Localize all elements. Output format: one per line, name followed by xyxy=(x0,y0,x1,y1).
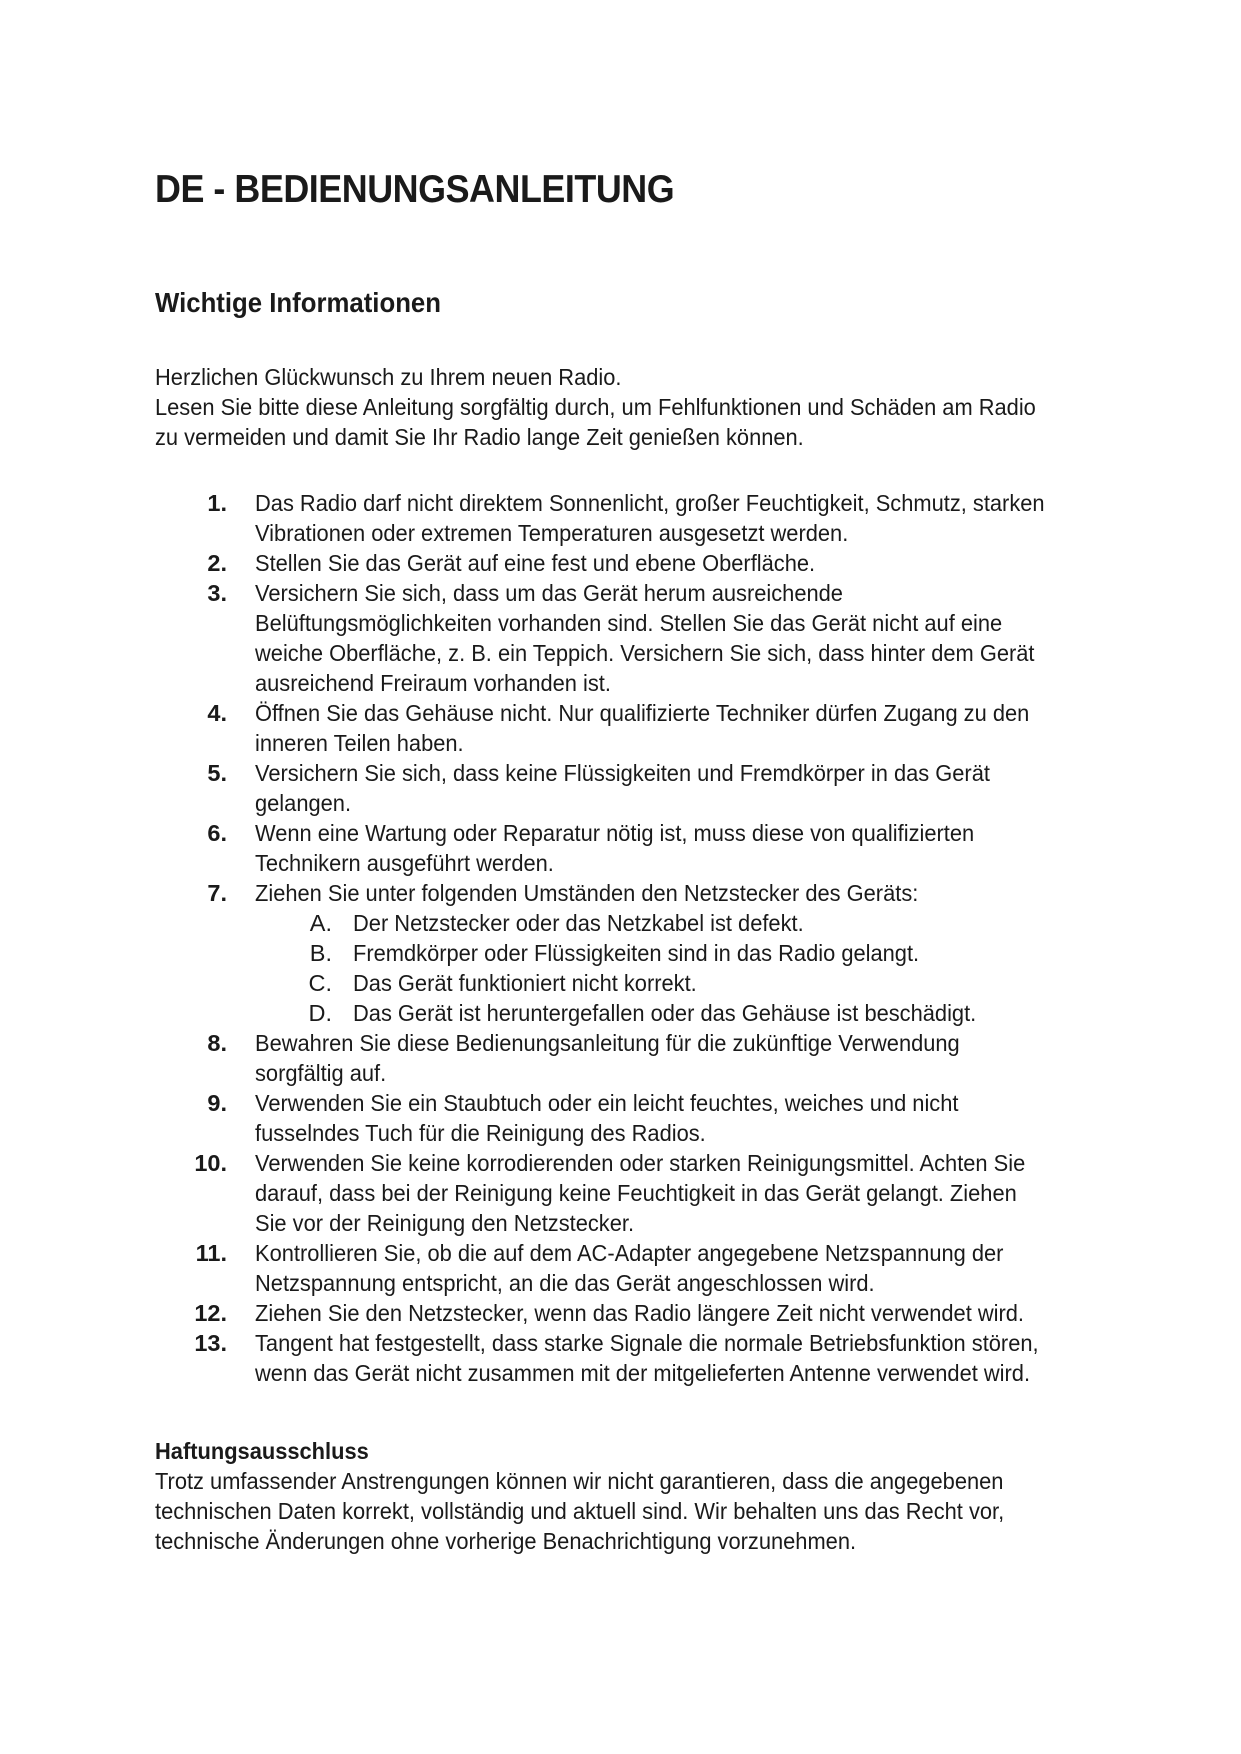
list-item-text xyxy=(255,878,1092,908)
list-item-line: sorgfältig auf. xyxy=(255,1060,387,1086)
list-item-line: ausreichend Freiraum vorhanden ist. xyxy=(255,670,611,696)
list-item xyxy=(155,488,1155,548)
list-item-line: Versichern Sie sich, dass keine Flüssigkeiten und Fremdkörper in das Gerät xyxy=(255,760,990,786)
list-item xyxy=(155,1028,1155,1088)
list-item-text xyxy=(255,818,1092,878)
list-item-line: inneren Teilen haben. xyxy=(255,730,464,756)
list-item-line: Wenn eine Wartung oder Reparatur nötig ist, muss diese von qualifizierten xyxy=(255,820,975,846)
intro-line: Herzlichen Glückwunsch zu Ihrem neuen Radio. xyxy=(155,364,622,390)
list-item-line: Netzspannung entspricht, an die das Gerät angeschlossen wird. xyxy=(255,1270,875,1296)
list-item-line: Versichern Sie sich, dass um das Gerät herum ausreichende xyxy=(255,580,843,606)
list-item-number: 12. xyxy=(194,1300,227,1326)
list-item-text xyxy=(255,1238,1092,1298)
list-item-text xyxy=(255,1298,1092,1328)
sub-list-item xyxy=(155,998,1155,1028)
safety-instructions-list xyxy=(155,488,1155,1388)
list-item-line: Stellen Sie das Gerät auf eine fest und ebene Oberfläche. xyxy=(255,550,816,576)
list-item-line: Tangent hat festgestellt, dass starke Signale die normale Betriebsfunktion stören, xyxy=(255,1330,1039,1356)
list-item-line: Kontrollieren Sie, ob die auf dem AC-Adapter angegebene Netzspannung der xyxy=(255,1240,1004,1266)
list-item-number: 7. xyxy=(207,880,227,906)
list-item-number: 8. xyxy=(207,1030,227,1056)
list-item-line: gelangen. xyxy=(255,790,352,816)
list-item xyxy=(155,1088,1155,1148)
sub-list-text: Das Gerät ist heruntergefallen oder das Gehäuse ist beschädigt. xyxy=(353,1000,977,1026)
disclaimer-line: technischen Daten korrekt, vollständig und aktuell sind. Wir behalten uns das Recht vor, xyxy=(155,1498,1005,1524)
list-item xyxy=(155,548,1155,578)
list-item xyxy=(155,1298,1155,1328)
list-item-text xyxy=(255,1148,1092,1238)
list-item-number: 11. xyxy=(195,1240,227,1266)
section-heading: Wichtige Informationen xyxy=(155,287,441,318)
list-item xyxy=(155,698,1155,758)
list-item-number: 2. xyxy=(207,550,227,576)
list-item-line: darauf, dass bei der Reinigung keine Feuchtigkeit in das Gerät gelangt. Ziehen xyxy=(255,1180,1017,1206)
sub-list-text: Der Netzstecker oder das Netzkabel ist defekt. xyxy=(353,910,804,936)
list-item-text xyxy=(255,548,1092,578)
list-item-number: 1. xyxy=(207,490,227,516)
list-item-line: Belüftungsmöglichkeiten vorhanden sind. Stellen Sie das Gerät nicht auf eine xyxy=(255,610,1003,636)
sub-list xyxy=(155,908,1155,1028)
list-item-line: Vibrationen oder extremen Temperaturen ausgesetzt werden. xyxy=(255,520,849,546)
list-item xyxy=(155,1148,1155,1238)
list-item xyxy=(155,1238,1155,1298)
sub-list-letter: A. xyxy=(309,910,332,936)
list-item-text xyxy=(255,1028,1092,1088)
list-item xyxy=(155,758,1155,818)
list-item-line: wenn das Gerät nicht zusammen mit der mitgelieferten Antenne verwendet wird. xyxy=(255,1360,1031,1386)
sub-list-letter: C. xyxy=(308,970,332,996)
list-item-line: Öffnen Sie das Gehäuse nicht. Nur qualifizierte Techniker dürfen Zugang zu den xyxy=(255,700,1030,726)
sub-list-text: Fremdkörper oder Flüssigkeiten sind in das Radio gelangt. xyxy=(353,940,920,966)
list-item-text xyxy=(255,1088,1092,1148)
list-item-number: 4. xyxy=(207,700,227,726)
disclaimer-line: technische Änderungen ohne vorherige Benachrichtigung vorzunehmen. xyxy=(155,1528,857,1554)
list-item-text xyxy=(255,1328,1092,1388)
sub-list-item xyxy=(155,938,1155,968)
intro-line: Lesen Sie bitte diese Anleitung sorgfältig durch, um Fehlfunktionen und Schäden am Radio xyxy=(155,394,1036,420)
list-item-number: 5. xyxy=(207,760,227,786)
disclaimer-text xyxy=(155,1466,1155,1556)
list-item xyxy=(155,818,1155,878)
list-item-line: Sie vor der Reinigung den Netzstecker. xyxy=(255,1210,635,1236)
list-item-number: 6. xyxy=(207,820,227,846)
disclaimer-section xyxy=(155,1436,1155,1556)
list-item xyxy=(155,1328,1155,1388)
list-item xyxy=(155,878,1155,1028)
intro-line: zu vermeiden und damit Sie Ihr Radio lange Zeit genießen können. xyxy=(155,424,804,450)
list-item-number: 10. xyxy=(194,1150,227,1176)
list-item-line: Verwenden Sie ein Staubtuch oder ein leicht feuchtes, weiches und nicht xyxy=(255,1090,959,1116)
sub-list-letter: B. xyxy=(309,940,332,966)
list-item-number: 13. xyxy=(194,1330,227,1356)
list-item-line: Verwenden Sie keine korrodierenden oder starken Reinigungsmittel. Achten Sie xyxy=(255,1150,1026,1176)
page-title: DE - BEDIENUNGSANLEITUNG xyxy=(155,168,675,211)
sub-list-text: Das Gerät funktioniert nicht korrekt. xyxy=(353,970,697,996)
disclaimer-line: Trotz umfassender Anstrengungen können wir nicht garantieren, dass die angegebenen xyxy=(155,1468,1004,1494)
list-item-line: Ziehen Sie unter folgenden Umständen den Netzstecker des Geräts: xyxy=(255,880,919,906)
list-item-line: Bewahren Sie diese Bedienungsanleitung für die zukünftige Verwendung xyxy=(255,1030,960,1056)
sub-list-letter: D. xyxy=(308,1000,332,1026)
list-item-number: 9. xyxy=(207,1090,227,1116)
disclaimer-heading: Haftungsausschluss xyxy=(155,1438,369,1464)
list-item-text xyxy=(255,698,1092,758)
intro-paragraph xyxy=(155,362,1155,452)
list-item-text xyxy=(255,578,1092,698)
sub-list-item xyxy=(155,968,1155,998)
list-item-line: fusselndes Tuch für die Reinigung des Radios. xyxy=(255,1120,706,1146)
list-item-text xyxy=(255,758,1092,818)
list-item-line: Ziehen Sie den Netzstecker, wenn das Radio längere Zeit nicht verwendet wird. xyxy=(255,1300,1024,1326)
list-item xyxy=(155,578,1155,698)
list-item-text xyxy=(255,488,1092,548)
list-item-line: Technikern ausgeführt werden. xyxy=(255,850,554,876)
list-item-line: weiche Oberfläche, z. B. ein Teppich. Versichern Sie sich, dass hinter dem Gerät xyxy=(255,640,1035,666)
list-item-line: Das Radio darf nicht direktem Sonnenlicht, großer Feuchtigkeit, Schmutz, starken xyxy=(255,490,1045,516)
sub-list-item xyxy=(155,908,1155,938)
list-item-number: 3. xyxy=(207,580,227,606)
